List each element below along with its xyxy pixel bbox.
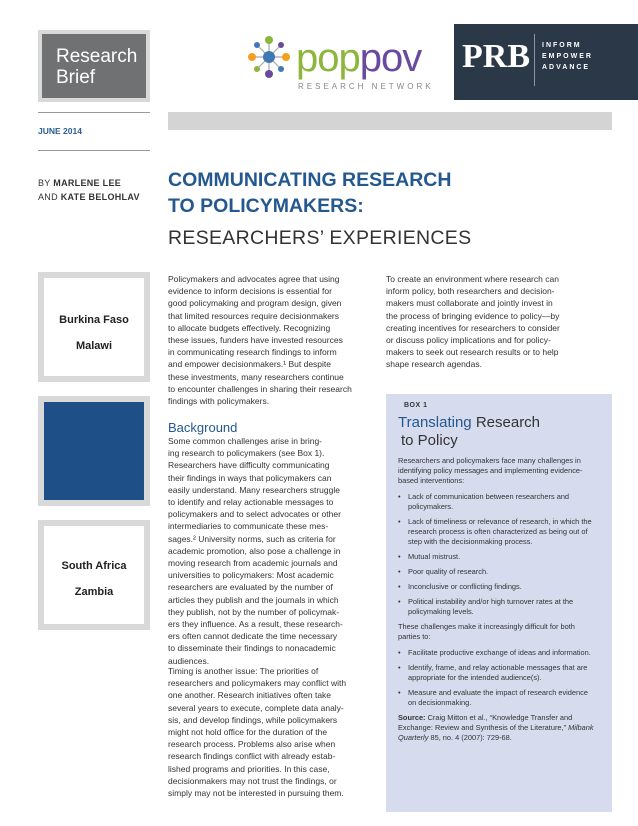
page-subtitle: RESEARCHERS’ EXPERIENCES — [168, 227, 472, 249]
author-1: MARLENE LEE — [53, 178, 122, 188]
box1-intro: Researchers and policymakers face many challenges in identifying policy messages and implementing evidence-based interventions: — [398, 456, 583, 485]
box1-mid: These challenges make it increasingly difficult for both parties to: — [398, 622, 575, 641]
brief-label-line2: Brief — [56, 67, 96, 88]
source-label: Source: — [398, 713, 426, 722]
text-line: research process. Problems also arise when — [168, 739, 336, 750]
text-line: decisionmakers may not trust the findings, or — [168, 775, 337, 786]
text-line: one another. Research initiatives often take — [168, 690, 332, 701]
text-line: to encounter challenges in sharing their research — [168, 383, 352, 394]
text-line: the process of bringing evidence to policy—by — [386, 310, 560, 321]
author-top-rule — [38, 150, 150, 151]
text-line: creating incentives for researchers to consider — [386, 322, 560, 333]
country-malawi: Malawi — [75, 340, 113, 352]
text-line: and empower decisionmakers.¹ But despite — [168, 359, 331, 370]
map-panel-2 — [38, 396, 150, 506]
logo-subtitle: RESEARCH NETWORK — [298, 82, 434, 91]
text-line: Researchers have difficulty communicating — [168, 460, 330, 471]
and-label: AND — [38, 192, 58, 202]
poppov-molecule-icon — [246, 34, 292, 80]
prb-divider — [534, 34, 535, 86]
text-line: articles they publish and the journals in which — [168, 594, 339, 605]
page-title-line1: COMMUNICATING RESEARCH — [168, 169, 452, 191]
date-top-rule — [38, 112, 150, 113]
box1-heading-accent: Translating — [398, 414, 472, 431]
list-item: • Mutual mistrust. — [398, 552, 598, 562]
text-line: universities to policymakers: Most academic — [168, 570, 334, 581]
title-bar — [168, 112, 612, 130]
source-text: Craig Mitton et al., “Knowledge Transfer and Exchange: Review and Synthesis of the Literature,” — [398, 713, 573, 732]
text-line: moving research from academic journals and — [168, 558, 338, 569]
text-line: they publish, not by the number of policymak- — [168, 606, 340, 617]
text-line: researchers are evaluated by the number of — [168, 582, 333, 593]
map-image — [44, 402, 144, 500]
text-line: good policymaking and program design, given — [168, 298, 342, 309]
list-item: • Inconclusive or conflicting findings. — [398, 582, 598, 592]
text-line: ers often cannot dedicate the time necessary — [168, 631, 338, 642]
text-line: to disseminate their findings to nonacademic — [168, 643, 336, 654]
text-line: or discuss policy implications and for policy- — [386, 335, 551, 346]
text-line: that limited resources require decisionmakers — [168, 310, 340, 321]
list-item: • Lack of timeliness or relevance of research, in which the research process is often characterized as being out of step with the decisionmaking process. — [398, 517, 598, 547]
text-line: evidence to inform decisions is essential for — [168, 286, 332, 297]
intro-paragraph — [168, 273, 372, 407]
text-line: To create an environment where research can — [386, 274, 559, 284]
text-line: shape research agendas. — [386, 359, 482, 370]
text-line: researchers and policymakers may conflict with — [168, 678, 347, 689]
text-line: inform policy, both researchers and decision- — [386, 286, 555, 297]
list-item: • Measure and evaluate the impact of research evidence on decisionmaking. — [398, 688, 598, 708]
col2-paragraph — [386, 273, 612, 371]
box1-body — [398, 456, 598, 749]
text-line: makers to seek out research results or to help — [386, 347, 559, 358]
text-line: their findings in ways that policymakers can — [168, 472, 332, 483]
list-item: • Political instability and/or high turnover rates at the policymaking levels. — [398, 597, 598, 617]
timing-paragraph — [168, 665, 372, 799]
text-line: Some common challenges arise in bring- — [168, 436, 323, 446]
prb-tagline-line3: ADVANCE — [542, 64, 591, 71]
box1-heading — [398, 414, 540, 450]
prb-tagline-line2: EMPOWER — [542, 53, 593, 60]
text-line: easily understand. Many researchers struggle — [168, 484, 340, 495]
box1-heading-rest: Research — [475, 414, 541, 431]
text-line: makers must collaborate and jointly invest in — [386, 298, 553, 309]
source-journal: Milbank Quarterly — [398, 723, 594, 742]
map-panel-1 — [38, 272, 150, 382]
list-item: • Lack of communication between researchers and policymakers. — [398, 492, 598, 512]
text-line: Timing is another issue: The priorities of — [168, 666, 319, 676]
country-south-africa: South Africa — [61, 560, 127, 572]
prb-tagline-line1: INFORM — [542, 42, 582, 49]
text-line: these investments, many researchers continue — [168, 371, 344, 382]
text-line: Policymakers and advocates agree that using — [168, 274, 340, 284]
text-line: findings with policymakers. — [168, 396, 270, 407]
list-item: • Poor quality of research. — [398, 567, 598, 577]
prb-tagline — [542, 40, 593, 73]
box1-source — [398, 713, 598, 743]
text-line: audiences. — [168, 655, 210, 666]
list-item: • Facilitate productive exchange of ideas and information. — [398, 648, 598, 658]
text-line: research findings conflict with already estab- — [168, 751, 336, 762]
text-line: simply may not be interested in pursuing them. — [168, 788, 344, 799]
text-line: sages.² University norms, such as criteria for — [168, 533, 336, 544]
text-line: several years to execute, complete data analy- — [168, 702, 344, 713]
brief-label-line1: Research — [56, 46, 138, 67]
text-line: intermediaries to communicate these mes- — [168, 521, 329, 532]
page-title-line2: TO POLICYMAKERS: — [168, 195, 364, 217]
background-heading: Background — [168, 420, 238, 435]
logo-pop: pop — [296, 36, 360, 80]
author-line1 — [38, 178, 121, 188]
research-brief-badge — [38, 30, 150, 102]
text-line: academic promotion, also pose a challenge in — [168, 545, 341, 556]
text-line: these issues, funders have invested resources — [168, 335, 343, 346]
text-line: sis, and develop findings, while policymakers — [168, 714, 338, 725]
logo-pov: pov — [359, 36, 422, 80]
text-line: ers they influence. As a result, these research- — [168, 619, 343, 630]
box1-tag: BOX 1 — [404, 402, 428, 409]
text-line: policymakers and to select advocates or other — [168, 509, 341, 520]
map-panel-3 — [38, 520, 150, 630]
by-label: BY — [38, 178, 51, 188]
text-line: lished programs and priorities. In this case, — [168, 763, 330, 774]
background-section — [168, 420, 372, 667]
challenges-list — [398, 492, 598, 617]
country-zambia: Zambia — [74, 586, 114, 598]
text-line: ing research to policymakers (see Box 1). — [168, 448, 325, 459]
text-line: might not hold office for the duration of the — [168, 727, 328, 738]
author-2: KATE BELOHLAV — [60, 192, 140, 202]
country-burkina-faso: Burkina Faso — [59, 314, 129, 326]
text-line: in communicating research findings to inform — [168, 347, 337, 358]
text-line: to allocate budgets effectively. Recognizing — [168, 322, 331, 333]
text-line: to identify and relay actionable messages to — [168, 497, 334, 508]
prb-logo-mark: PRB — [462, 38, 530, 75]
publication-date: JUNE 2014 — [38, 126, 82, 136]
actions-list — [398, 648, 598, 708]
box1-heading-line2: to Policy — [401, 432, 458, 449]
author-line2 — [38, 192, 140, 202]
list-item: • Identify, frame, and relay actionable messages that are appropriate for the intended audience(s). — [398, 663, 598, 683]
source-tail: 85, no. 4 (2007): 729-68. — [430, 733, 512, 742]
poppov-logo — [296, 38, 421, 78]
